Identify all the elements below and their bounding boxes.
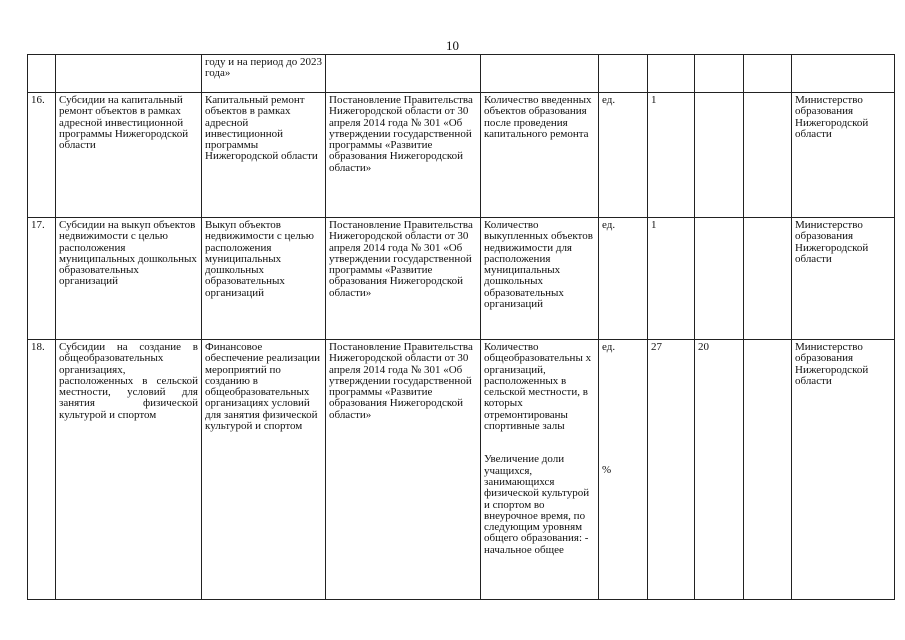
row-number: 16. [28,93,56,218]
unit: ед. [602,341,616,353]
subsidy-name: Субсидии на выкуп объектов недвижимости с целью расположения муниципальных дошкольных образовательных организаций [56,218,202,340]
row-number: 18. [28,340,56,600]
measure-name: Финансовое обеспечение реализации мероприятий по созданию в общеобразовательных организациях условий для занятия физической культурой и спортом [202,340,326,600]
unit: ед. [599,218,648,340]
subsidy-name: Субсидии на капитальный ремонт объектов в рамках адресной инвестиционной программы Нижегородской области [56,93,202,218]
value-2 [695,218,744,340]
value-1: 1 [648,218,695,340]
unit-2: % [602,464,612,477]
indicator-cell [481,340,599,600]
measure-name: Капитальный ремонт объектов в рамках адресной инвестиционной программы Нижегородской области [202,93,326,218]
unit-cell [599,340,648,600]
indicator: Количество общеобразовательны х организаций, расположенных в сельской местности, в которых отремонтированы спортивные залы [484,341,592,433]
executor: Министерство образования Нижегородской области [792,218,895,340]
table-row [28,218,895,340]
table-row [28,340,895,600]
value-2 [695,93,744,218]
row-number: 17. [28,218,56,340]
unit: ед. [599,93,648,218]
legal-document: Постановление Правительства Нижегородской области от 30 апреля 2014 года № 301 «Об утверждении государственной программы «Развитие образования Нижегородской области» [326,340,481,600]
executor: Министерство образования Нижегородской области [792,93,895,218]
value-2: 20 [695,340,744,600]
subsidies-table [27,54,895,600]
indicator: Количество введенных объектов образования после проведения капитального ремонта [481,93,599,218]
table-row-continuation [28,55,895,93]
executor: Министерство образования Нижегородской области [792,340,895,600]
subsidy-name: Субсидии на создание в общеобразовательных организациях, расположенных в сельской местности, условий для занятия физической культурой и спортом [56,340,202,600]
value-1: 27 [648,340,695,600]
measure-name: Выкуп объектов недвижимости с целью расположения муниципальных дошкольных образовательных организаций [202,218,326,340]
table-row [28,93,895,218]
indicator-2: Увеличение доли учащихся, занимающихся физической культурой и спортом во внеурочное время, по следующим уровням общего образования: - начальное общее [484,453,590,556]
page-number: 10 [446,38,459,53]
indicator: Количество выкупленных объектов недвижимости для расположения муниципальных дошкольных образовательных организаций [481,218,599,340]
continuation-measure: году и на период до 2023 года» [202,55,326,93]
value-1: 1 [648,93,695,218]
legal-document: Постановление Правительства Нижегородской области от 30 апреля 2014 года № 301 «Об утверждении государственной программы «Развитие образования Нижегородской области» [326,93,481,218]
legal-document: Постановление Правительства Нижегородской области от 30 апреля 2014 года № 301 «Об утверждении государственной программы «Развитие образования Нижегородской области» [326,218,481,340]
